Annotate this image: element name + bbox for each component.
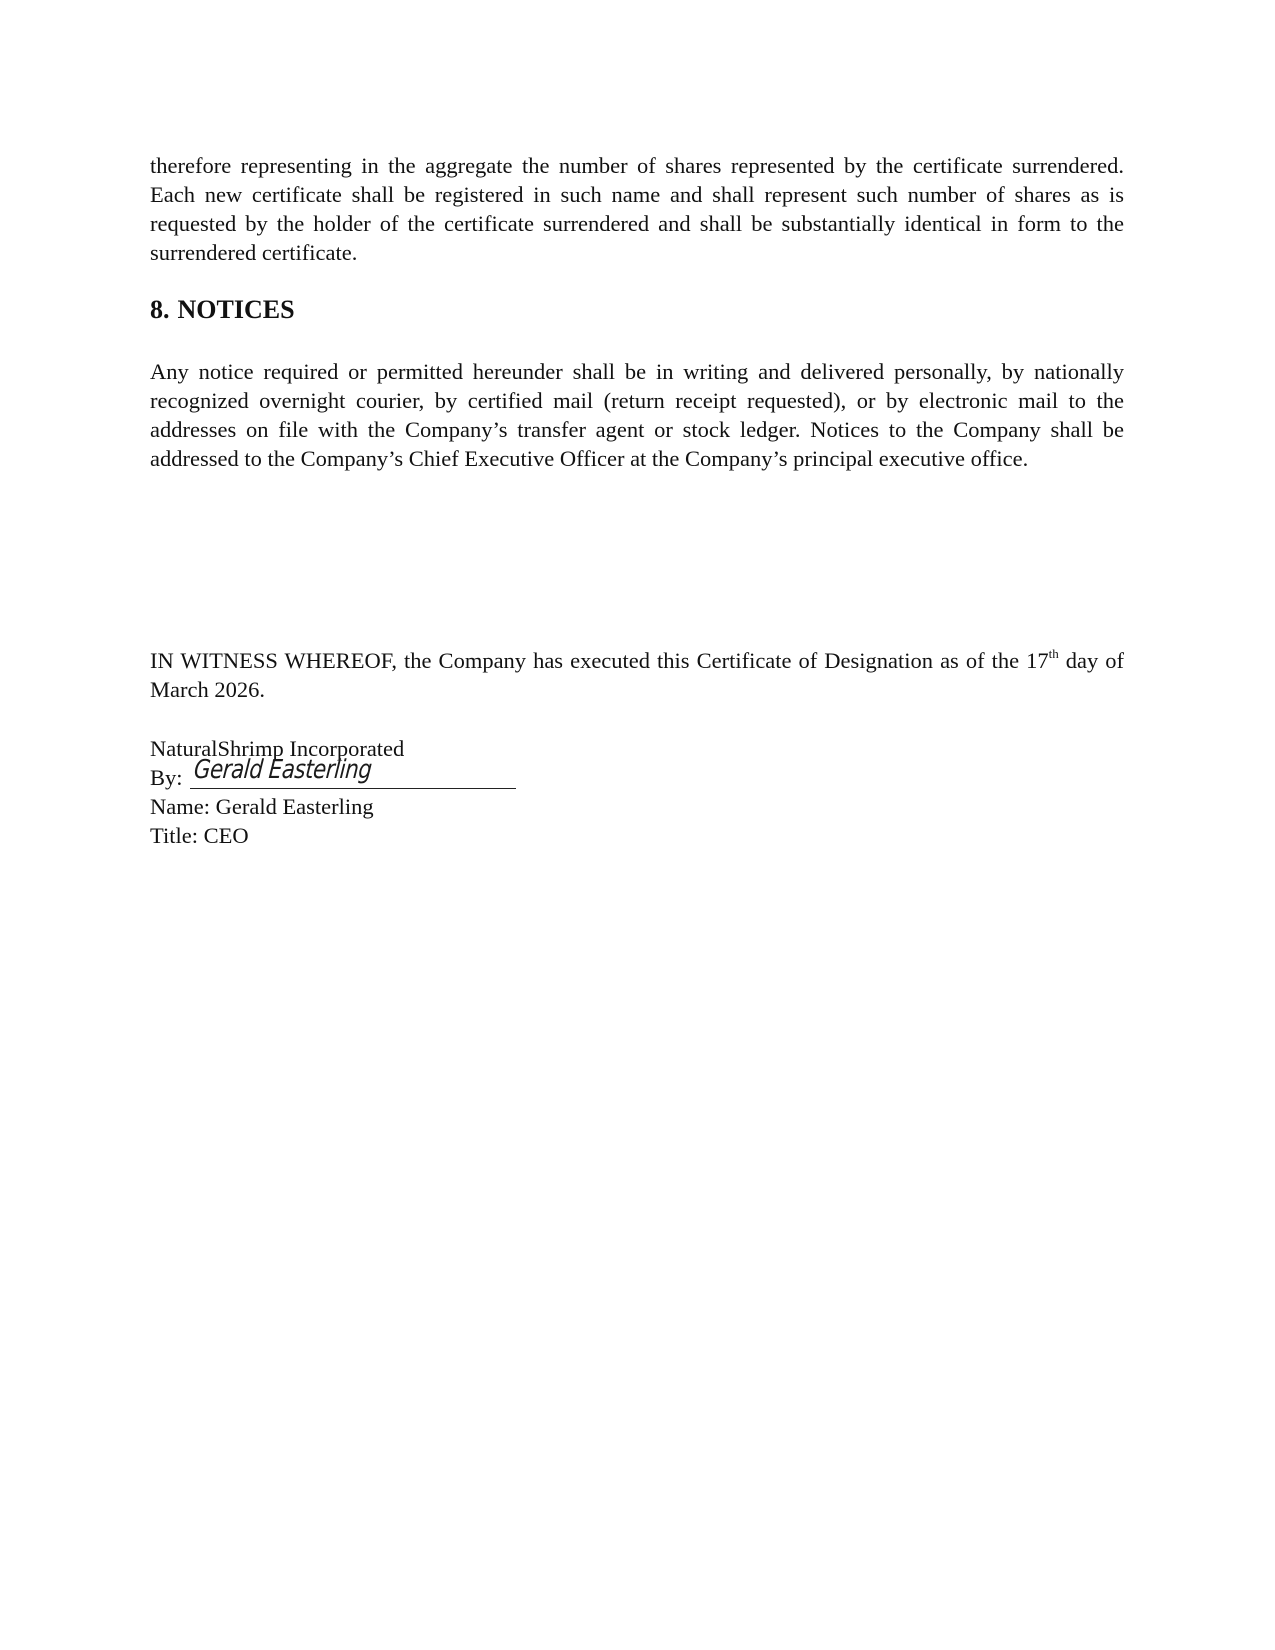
handwritten-signature: Gerald Easterling (192, 755, 373, 785)
day-ordinal-suffix: th (1048, 645, 1059, 661)
witness-paragraph (150, 646, 1124, 704)
section-title: NOTICES (177, 295, 295, 324)
signer-title: Title: CEO (150, 823, 249, 848)
signature-line (150, 755, 650, 792)
signer-name: Name: Gerald Easterling (150, 794, 374, 819)
signature-rule (190, 788, 516, 789)
signature-block (150, 734, 650, 850)
witness-date-text: day of March 2026. (150, 648, 1125, 702)
paragraph-share-certificates-continuation: therefore representing in the aggregate the number of shares represented by the certificate surrendered. Each new certificate shall be registered in such name and shall represent such number of shares as is requested by the holder of the certificate surrendered and shall be substantially identical in form to the surrendered certificate. (150, 153, 1124, 265)
section-heading-notices (150, 294, 295, 326)
section-number: 8. (150, 295, 170, 324)
witness-text: IN WITNESS WHEREOF, the Company has executed this Certificate of Designation as of the 17 (150, 648, 1049, 673)
company-name: NaturalShrimp Incorporated (150, 736, 405, 761)
paragraph-notices: Any notice required or permitted hereunder shall be in writing and delivered personally, by nationally recognized overnight courier, by certified mail (return receipt requested), or by electronic mail to the addresses on file with the Company’s transfer agent or stock ledger. Notices to the Company shall be addressed to the Company’s Chief Executive Officer at the Company’s principal executive office. (150, 359, 1124, 471)
by-label: By: (150, 765, 183, 790)
